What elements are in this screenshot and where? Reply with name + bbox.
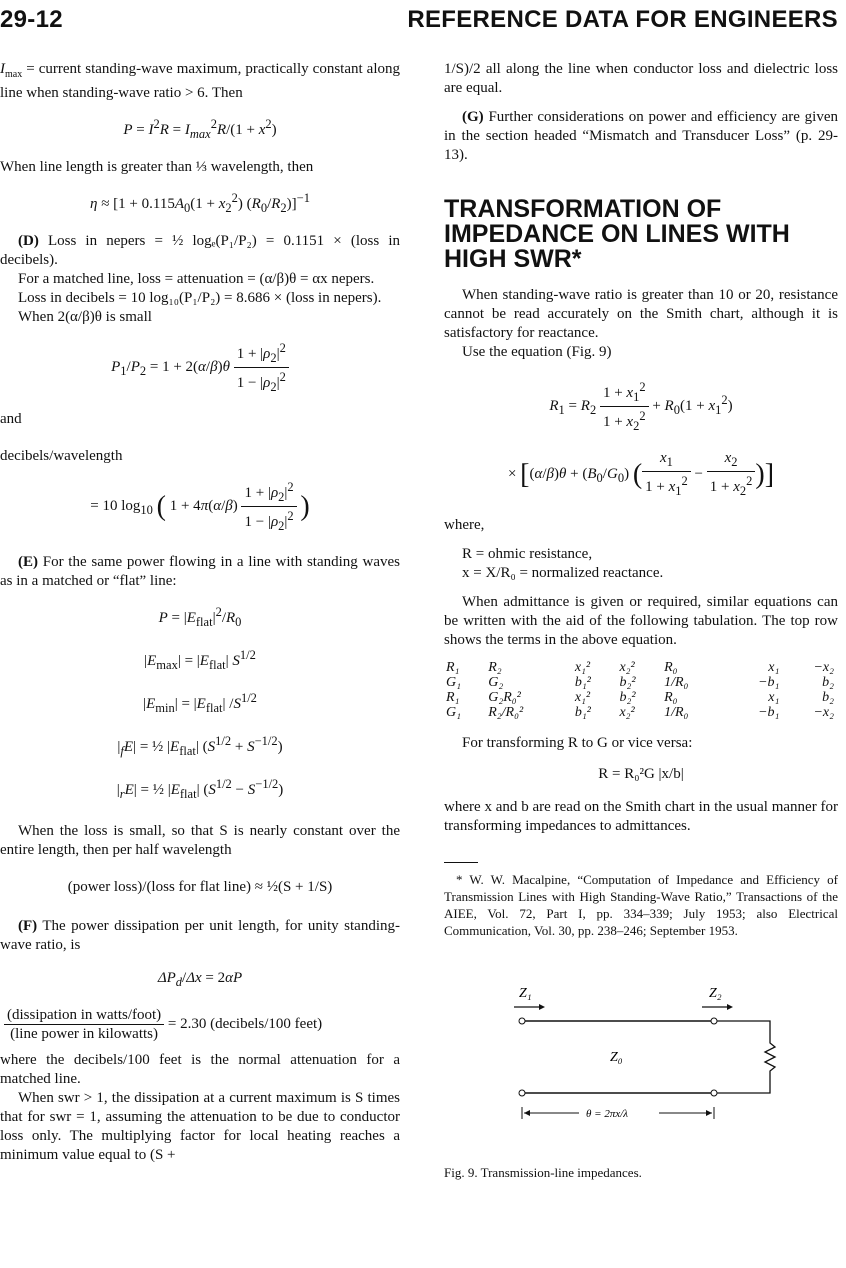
equation-r1-factor: × [$(\alpha/\beta)\theta + (B_0/G_0)$ ( $\frac{x_1}{1 + x_1^2}$ − $\frac{x_2}{1 + x_2^2}$ )] <box>507 450 775 498</box>
section-title: TRANSFORMATION OF IMPEDANCE ON LINES WITH HIGH SWR* <box>444 195 790 273</box>
equation-emin: $|E_{min}| = |E_{flat}|$ $/S^{1/2}$ <box>143 691 257 715</box>
equation-efficiency: $\eta \approx [1 + 0.115A_0(1 + x_2^2)$ $(R_0/R_2)]^{-1}$ <box>90 191 310 215</box>
load-resistor <box>717 1021 775 1093</box>
table-cell: −x₂ <box>813 705 834 720</box>
and-text: and <box>0 411 22 427</box>
table-cell: −x₂ <box>813 660 834 675</box>
equation-dissipation: $\Delta P_d/\Delta x = 2\alpha P$ <box>157 970 243 989</box>
table-cell: x₁² <box>574 690 591 705</box>
running-title: REFERENCE DATA FOR ENGINEERS <box>407 6 838 33</box>
table-cell: G₂ <box>488 675 504 690</box>
table-cell: R₁ <box>446 660 460 675</box>
wavelength-paragraph: When line length is greater than ⅓ wavelength, then <box>0 159 314 175</box>
where-text: where, <box>444 517 485 533</box>
table-cell: x₂² <box>619 660 635 675</box>
decibels-wavelength: decibels/wavelength <box>0 448 123 464</box>
table-cell: b₂² <box>619 690 636 705</box>
table-cell: b₁² <box>574 705 591 720</box>
z0-label: Z₀ <box>610 1050 623 1065</box>
table-cell: R₂ <box>488 660 502 675</box>
table-cell: x₂² <box>619 705 635 720</box>
table-cell: x₁ <box>768 660 780 675</box>
equation-r1: $R_1 = R_2$ $\frac{1 + x_1^2}{1 + x_2^2}$ + $R_0(1 + x_1^2)$ <box>549 380 733 433</box>
table-row <box>444 675 836 690</box>
matched-line-loss: For a matched line, loss = attenuation = (α/β)θ = αx nepers. <box>18 271 375 287</box>
table-cell: R₀ <box>664 690 678 705</box>
table-row <box>444 690 836 705</box>
transform-paragraph: For transforming R to G or vice versa: <box>462 735 693 751</box>
imax-definition: $I_{max}$ = current standing-wave maximum, practically constant along line when standing-wave ratio > 6. Then <box>0 61 401 101</box>
table-cell: R₂/R₀² <box>488 705 524 720</box>
theta-label: θ = 2πx/λ <box>586 1108 629 1120</box>
swr-paragraph: When swr > 1, the dissipation at a current maximum is S times that for swr = 1, assuming the attenuation to be due to conductor loss only. The multiplying factor for local heating reaches a minimum value equal to (S + <box>0 1090 400 1163</box>
table-row <box>444 660 836 675</box>
table-cell: −b₁ <box>758 705 780 720</box>
z1-label: Z₁ <box>519 986 532 1001</box>
table-cell: G₂R₀² <box>488 690 521 705</box>
terminal-2a <box>711 1018 717 1024</box>
z2-arrowhead <box>727 1004 733 1010</box>
admittance-paragraph: When admittance is given or required, similar equations can be written with the aid of the following tabulation. The top row shows the terms in the above equation. <box>444 594 838 648</box>
use-equation: Use the equation (Fig. 9) <box>462 344 612 360</box>
table-cell: G₁ <box>446 705 461 720</box>
left-column <box>0 60 400 1175</box>
equation-flat-power: $P = |E_{flat}|^2/R_0$ <box>158 605 242 629</box>
table-cell: R₁ <box>446 690 460 705</box>
footnote: * W. W. Macalpine, “Computation of Impedance and Efficiency of Transmission Lines with High Standing-Wave Ratio,” Transactions of the AIEE, Vol. 72, Part I, pp. 334–339; July 1953; also Electrical Communication, Vol. 30, pp. 238–246; September 1953. <box>444 872 838 938</box>
terminal-1b <box>519 1090 525 1096</box>
figure-9 <box>444 957 838 1180</box>
section-f: (F) The power dissipation per unit length, for unity standing-wave ratio, is <box>0 918 400 953</box>
table-cell: b₂ <box>822 675 834 690</box>
section-d: (D) Loss in nepers = ½ logₑ(P₁/P₂) = 0.1151 × (loss in decibels). <box>0 233 400 268</box>
table-cell: G₁ <box>446 675 461 690</box>
def-x: x = X/R₀ = normalized reactance. <box>462 565 664 581</box>
equation-r-g: R = R₀²G |x/b| <box>598 766 684 782</box>
high-swr-paragraph: When standing-wave ratio is greater than 10 or 20, resistance cannot be read accurately on the Smith chart, although it is satisfactory for reactance. <box>444 287 838 341</box>
table-cell: −b₁ <box>758 675 780 690</box>
right-column <box>444 60 838 1180</box>
section-g: (G) Further considerations on power and efficiency are given in the section headed “Mismatch and Transducer Loss” (p. 29-13). <box>444 109 838 163</box>
equation-db-wavelength: = 10 $\log_{10}$ ( 1 + 4π(α/β) $\frac{1 + |\rho_2|^2}{1 - |\rho_2|^2}$ ) <box>90 480 310 533</box>
page-number: 29-12 <box>0 6 63 33</box>
z2-label: Z₂ <box>709 986 722 1001</box>
def-r: R = ohmic resistance, <box>462 546 593 562</box>
equation-ef: $|_fE|$ = ½ $|E_{flat}|$ $(S^{1/2} + S^{-1/2})$ <box>117 734 283 758</box>
continued-paragraph: 1/S)/2 all along the line when conductor loss and dielectric loss are equal. <box>444 61 838 96</box>
terminal-1a <box>519 1018 525 1024</box>
table-cell: x₁² <box>574 660 591 675</box>
equation-emax: $|E_{max}| = |E_{flat}|$ $S^{1/2}$ <box>144 648 256 672</box>
dim-arrow-right <box>706 1110 712 1116</box>
dim-arrow-left <box>524 1110 530 1116</box>
equation-power-ratio: $P_1/P_2 = 1 + 2(\alpha/\beta)\theta$ $\frac{1 + |\rho_2|^2}{1 - |\rho_2|^2}$ <box>0 339 400 396</box>
equation-er: $|_rE|$ = ½ $|E_{flat}|$ $(S^{1/2} - S^{-1/2})$ <box>116 777 284 801</box>
table-cell: x₁ <box>768 690 780 705</box>
table-cell: 1/R₀ <box>664 675 689 690</box>
tabulation-table <box>444 660 836 720</box>
loss-decibels: Loss in decibels = 10 log₁₀(P₁/P₂) = 8.686 × (loss in nepers). <box>18 290 382 306</box>
table-cell: b₁² <box>574 675 591 690</box>
table-cell: R₀ <box>664 660 678 675</box>
when-small: When 2(α/β)θ is small <box>18 309 152 325</box>
footnote-rule <box>444 862 478 863</box>
terminal-2b <box>711 1090 717 1096</box>
equation-power: $P = I^2R = I_{max}^2R/(1 + x^2)$ <box>123 117 277 141</box>
where-decibels: where the decibels/100 feet is the normal attenuation for a matched line. <box>0 1052 400 1087</box>
table-cell: b₂² <box>619 675 636 690</box>
table-row <box>444 705 836 720</box>
table-cell: b₂ <box>822 690 834 705</box>
z1-arrowhead <box>539 1004 545 1010</box>
table-cell: 1/R₀ <box>664 705 689 720</box>
figure-caption: Fig. 9. Transmission-line impedances. <box>444 1165 642 1180</box>
equation-dissipation-ratio: $\frac{\text{(dissipation in watts/foot)}}{\text{(line power in kilowatts)}}$ = 2.30 (decibels/100 feet) <box>4 1006 400 1043</box>
transmission-line-diagram <box>444 957 838 1157</box>
smith-paragraph: where x and b are read on the Smith chart in the usual manner for transforming impedances to admittances. <box>444 799 838 834</box>
loss-small-paragraph: When the loss is small, so that S is nearly constant over the entire length, then per half wavelength <box>0 823 400 858</box>
section-e: (E) For the same power flowing in a line with standing waves as in a matched or “flat” line: <box>0 554 400 589</box>
equation-loss-ratio: (power loss)/(loss for flat line) ≈ ½(S + 1/S) <box>67 879 333 895</box>
